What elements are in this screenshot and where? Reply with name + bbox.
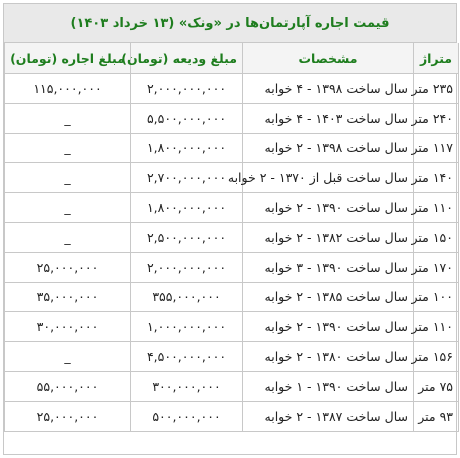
- cell-deposit: ۳۰۰,۰۰۰,۰۰۰: [131, 371, 243, 401]
- table-row: [5, 252, 459, 282]
- header-spec: مشخصات: [243, 43, 414, 74]
- cell-spec: سال ساخت ۱۳۹۰ - ۲ خوابه: [243, 312, 414, 342]
- cell-rent: _: [5, 193, 131, 223]
- cell-spec: سال ساخت ۱۳۸۰ - ۲ خوابه: [243, 342, 414, 372]
- cell-spec: سال ساخت ۱۳۸۲ - ۲ خوابه: [243, 222, 414, 252]
- cell-rent: ۲۵,۰۰۰,۰۰۰: [5, 401, 131, 431]
- cell-area: ۹۳ متر: [414, 401, 459, 431]
- cell-rent: _: [5, 163, 131, 193]
- table-row: [5, 342, 459, 372]
- table-row: [5, 222, 459, 252]
- cell-rent: ۲۵,۰۰۰,۰۰۰: [5, 252, 131, 282]
- cell-deposit: ۲,۵۰۰,۰۰۰,۰۰۰: [131, 222, 243, 252]
- cell-deposit: ۲,۷۰۰,۰۰۰,۰۰۰: [131, 163, 243, 193]
- cell-deposit: ۴,۵۰۰,۰۰۰,۰۰۰: [131, 342, 243, 372]
- cell-rent: _: [5, 103, 131, 133]
- cell-deposit: ۵۰۰,۰۰۰,۰۰۰: [131, 401, 243, 431]
- cell-deposit: ۳۵۵,۰۰۰,۰۰۰: [131, 282, 243, 312]
- cell-area: ۱۵۶ متر: [414, 342, 459, 372]
- cell-rent: ۳۰,۰۰۰,۰۰۰: [5, 312, 131, 342]
- header-area: متراژ: [414, 43, 459, 74]
- header-rent: مبلغ اجاره (تومان): [5, 43, 131, 74]
- cell-rent: _: [5, 222, 131, 252]
- cell-area: ۱۵۰ متر: [414, 222, 459, 252]
- cell-area: ۱۱۰ متر: [414, 193, 459, 223]
- cell-area: ۱۱۰ متر: [414, 312, 459, 342]
- header-row: [5, 43, 459, 74]
- cell-rent: ۳۵,۰۰۰,۰۰۰: [5, 282, 131, 312]
- cell-spec: سال ساخت ۱۳۹۰ - ۲ خوابه: [243, 193, 414, 223]
- cell-area: ۱۰۰ متر: [414, 282, 459, 312]
- cell-area: ۲۳۵ متر: [414, 74, 459, 104]
- cell-rent: _: [5, 342, 131, 372]
- table-row: [5, 282, 459, 312]
- cell-area: ۷۵ متر: [414, 371, 459, 401]
- rent-price-table-panel: [3, 3, 457, 455]
- cell-deposit: ۱,۸۰۰,۰۰۰,۰۰۰: [131, 193, 243, 223]
- cell-spec: سال ساخت ۱۳۹۸ - ۲ خوابه: [243, 133, 414, 163]
- cell-deposit: ۲,۰۰۰,۰۰۰,۰۰۰: [131, 252, 243, 282]
- cell-area: ۲۴۰ متر: [414, 103, 459, 133]
- cell-deposit: ۱,۰۰۰,۰۰۰,۰۰۰: [131, 312, 243, 342]
- table-row: [5, 371, 459, 401]
- cell-area: ۱۷۰ متر: [414, 252, 459, 282]
- cell-area: ۱۱۷ متر: [414, 133, 459, 163]
- table-row: [5, 74, 459, 104]
- cell-deposit: ۱,۸۰۰,۰۰۰,۰۰۰: [131, 133, 243, 163]
- cell-spec: سال ساخت ۱۳۸۵ - ۲ خوابه: [243, 282, 414, 312]
- cell-spec: سال ساخت ۱۳۹۰ - ۳ خوابه: [243, 252, 414, 282]
- table-row: [5, 133, 459, 163]
- cell-rent: ۱۱۵,۰۰۰,۰۰۰: [5, 74, 131, 104]
- cell-deposit: ۵,۵۰۰,۰۰۰,۰۰۰: [131, 103, 243, 133]
- cell-spec: سال ساخت ۱۳۸۷ - ۲ خوابه: [243, 401, 414, 431]
- table-row: [5, 163, 459, 193]
- cell-spec: سال ساخت ۱۴۰۳ - ۴ خوابه: [243, 103, 414, 133]
- rent-price-table: [4, 43, 459, 432]
- cell-area: ۱۴۰ متر: [414, 163, 459, 193]
- cell-deposit: ۲,۰۰۰,۰۰۰,۰۰۰: [131, 74, 243, 104]
- cell-spec: سال ساخت قبل از ۱۳۷۰ - ۲ خوابه: [243, 163, 414, 193]
- cell-rent: ۵۵,۰۰۰,۰۰۰: [5, 371, 131, 401]
- table-row: [5, 103, 459, 133]
- table-title: قیمت اجاره آپارتمان‌ها در «ونک» (۱۳ خرداد ۱۴۰۳): [4, 4, 456, 43]
- table-row: [5, 401, 459, 431]
- table-row: [5, 193, 459, 223]
- cell-spec: سال ساخت ۱۳۹۸ - ۴ خوابه: [243, 74, 414, 104]
- cell-spec: سال ساخت ۱۳۹۰ - ۱ خوابه: [243, 371, 414, 401]
- table-row: [5, 312, 459, 342]
- header-deposit: مبلغ ودیعه (تومان): [131, 43, 243, 74]
- cell-rent: _: [5, 133, 131, 163]
